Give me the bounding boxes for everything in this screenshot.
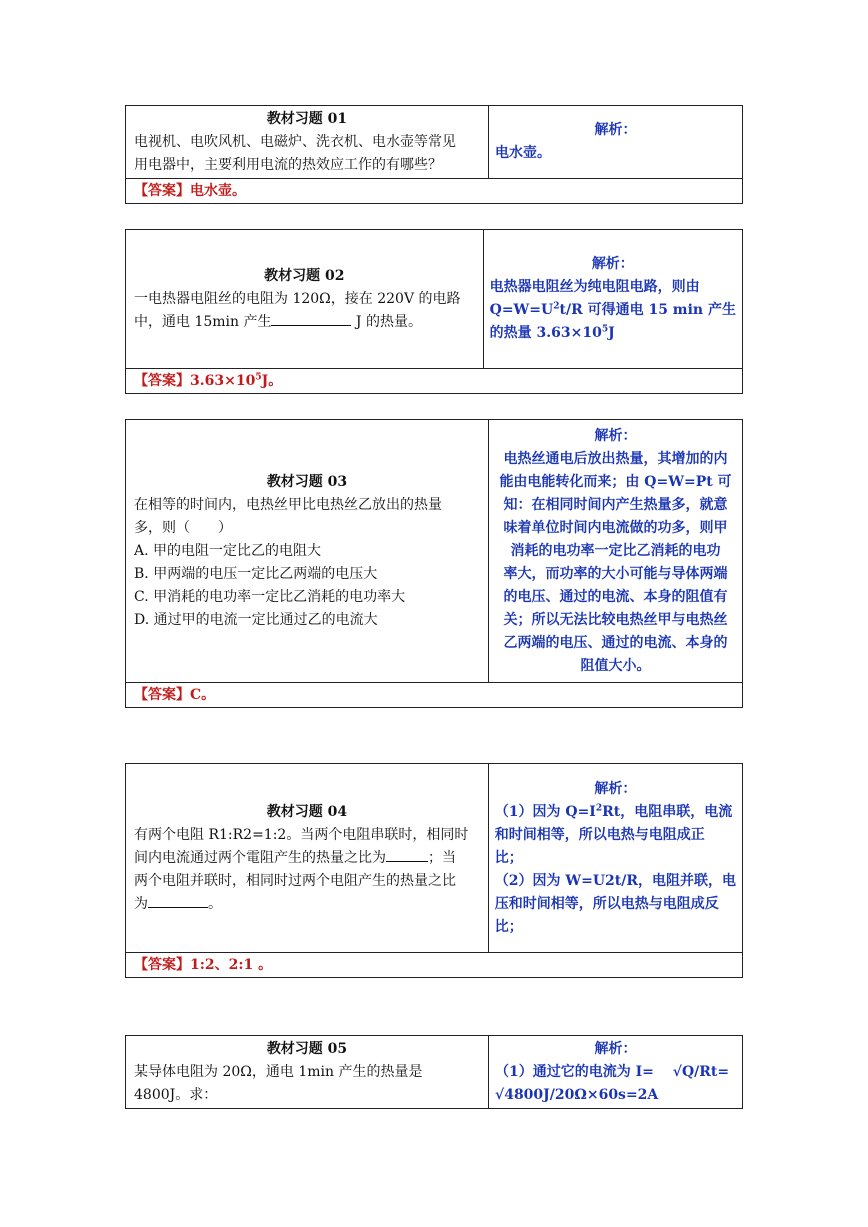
question-text: 有两个电阻 R1:R2=1:2。当两个电阻串联时，相同时: [134, 826, 469, 843]
question-cell: [126, 1036, 489, 1108]
analysis-heading: 解析：: [591, 256, 634, 272]
analysis-cell: [489, 764, 742, 952]
exercise-05: [125, 1035, 743, 1109]
analysis-heading: 解析：: [594, 427, 637, 444]
option-c: C. 甲消耗的电功率一定比乙消耗的电功率大: [134, 588, 406, 605]
question-text: 两个电阻并联时，相同时过两个电阻产生的热量之比: [134, 872, 456, 889]
exercise-title: 教材习题 04: [266, 803, 348, 820]
analysis-text: （2）因为 W=U2t/R，电阻并联，电: [494, 872, 736, 889]
analysis-text: 和时间相等，所以电热与电阻成正: [494, 826, 705, 843]
question-text: 用电器中，主要利用电流的热效应工作的有哪些？: [134, 156, 442, 173]
analysis-heading: 解析：: [594, 122, 637, 138]
exercise-02: [125, 229, 743, 394]
analysis-text: 消耗的电功率一定比乙消耗的电功: [510, 542, 721, 559]
analysis-text: 味着单位时间内电流做的功多，则甲: [503, 519, 728, 536]
exercise-03: [125, 419, 743, 708]
question-text: 间内电流通过两个電阻产生的热量之比为 ；当: [134, 847, 480, 870]
option-d: D. 通过甲的电流一定比通过乙的电流大: [134, 611, 378, 628]
analysis-text: （1）因为 $Q=I^2Rt$，电阻串联，电流: [494, 802, 733, 820]
option-a: A. 甲的电阻一定比乙的电阻大: [134, 542, 322, 559]
analysis-text: 电热器电阻丝为纯电阻电路，则由: [489, 279, 700, 295]
question-text: 4800J。求：: [134, 1086, 218, 1103]
question-text: 在相等的时间内，电热丝甲比电热丝乙放出的热量: [134, 496, 442, 513]
question-cell: [126, 420, 489, 682]
analysis-text: 率大，而功率的大小可能与导体两端: [503, 565, 728, 582]
analysis-cell: [489, 1036, 742, 1108]
analysis-text: $Q=W=U^2t/R$ 可得通电 15 min 产生: [489, 301, 736, 318]
analysis-text: 阻值大小。: [580, 657, 651, 674]
question-text: 某导体电阻为 20Ω，通电 1min 产生的热量是: [134, 1063, 423, 1080]
question-text: 多，则（ ）: [134, 519, 232, 536]
option-b: B. 甲两端的电压一定比乙两端的电压大: [134, 565, 378, 582]
fill-blank: [386, 847, 428, 862]
exercise-title: 教材习题 01: [266, 110, 348, 127]
question-cell: [126, 764, 489, 952]
fill-blank: [271, 311, 351, 326]
exercise-01: [125, 105, 743, 204]
question-text: 为 。: [134, 893, 480, 916]
question-cell: [126, 106, 489, 178]
analysis-text: 电热丝通电后放出热量，其增加的内: [503, 450, 728, 467]
analysis-text: 压和时间相等，所以电热与电阻成反: [494, 895, 719, 912]
analysis-cell: [484, 230, 742, 368]
exercise-title: 教材习题 02: [264, 267, 345, 284]
answer-row: 【答案】1:2、2:1 。: [134, 957, 273, 973]
answer-row: 【答案】$3.63\times 10^5J$。: [134, 372, 283, 389]
fill-blank: [148, 893, 208, 908]
analysis-text: 电水壶。: [495, 145, 551, 161]
exercise-04: [125, 763, 743, 978]
analysis-text: 比；: [494, 849, 523, 866]
analysis-text: （1）通过它的电流为 I= √Q/Rt=: [495, 1063, 730, 1080]
analysis-text: √4800J/20Ω×60s=2A: [495, 1086, 659, 1103]
exercise-title: 教材习题 03: [266, 473, 348, 490]
analysis-text: 能由电能转化而来；由 Q=W=Pt 可: [499, 473, 732, 490]
analysis-text: 的电压、通过的电流、本身的阻值有: [503, 588, 728, 605]
question-cell: [126, 230, 484, 368]
analysis-heading: 解析：: [594, 1040, 637, 1057]
analysis-text: 乙两端的电压、通过的电流、本身的: [503, 634, 728, 651]
analysis-text: 的热量 $3.63\times 10^5J$: [489, 324, 615, 341]
analysis-text: 比；: [494, 918, 523, 935]
question-text: 中，通电 15min 产生 J 的热量。: [134, 311, 475, 334]
analysis-cell: [489, 420, 742, 682]
answer-row: 【答案】电水壶。: [134, 183, 246, 199]
analysis-text: 关；所以无法比较电热丝甲与电热丝: [503, 611, 728, 628]
exercise-title: 教材习题 05: [266, 1040, 348, 1057]
analysis-heading: 解析：: [594, 780, 637, 797]
analysis-cell: [489, 106, 742, 178]
question-text: 电视机、电吹风机、电磁炉、洗衣机、电水壶等常见: [134, 133, 456, 150]
answer-row: 【答案】C。: [134, 687, 216, 703]
question-text: 一电热器电阻丝的电阻为 120Ω，接在 220V 的电路: [134, 290, 461, 307]
analysis-text: 知：在相同时间内产生热量多，就意: [503, 496, 728, 513]
